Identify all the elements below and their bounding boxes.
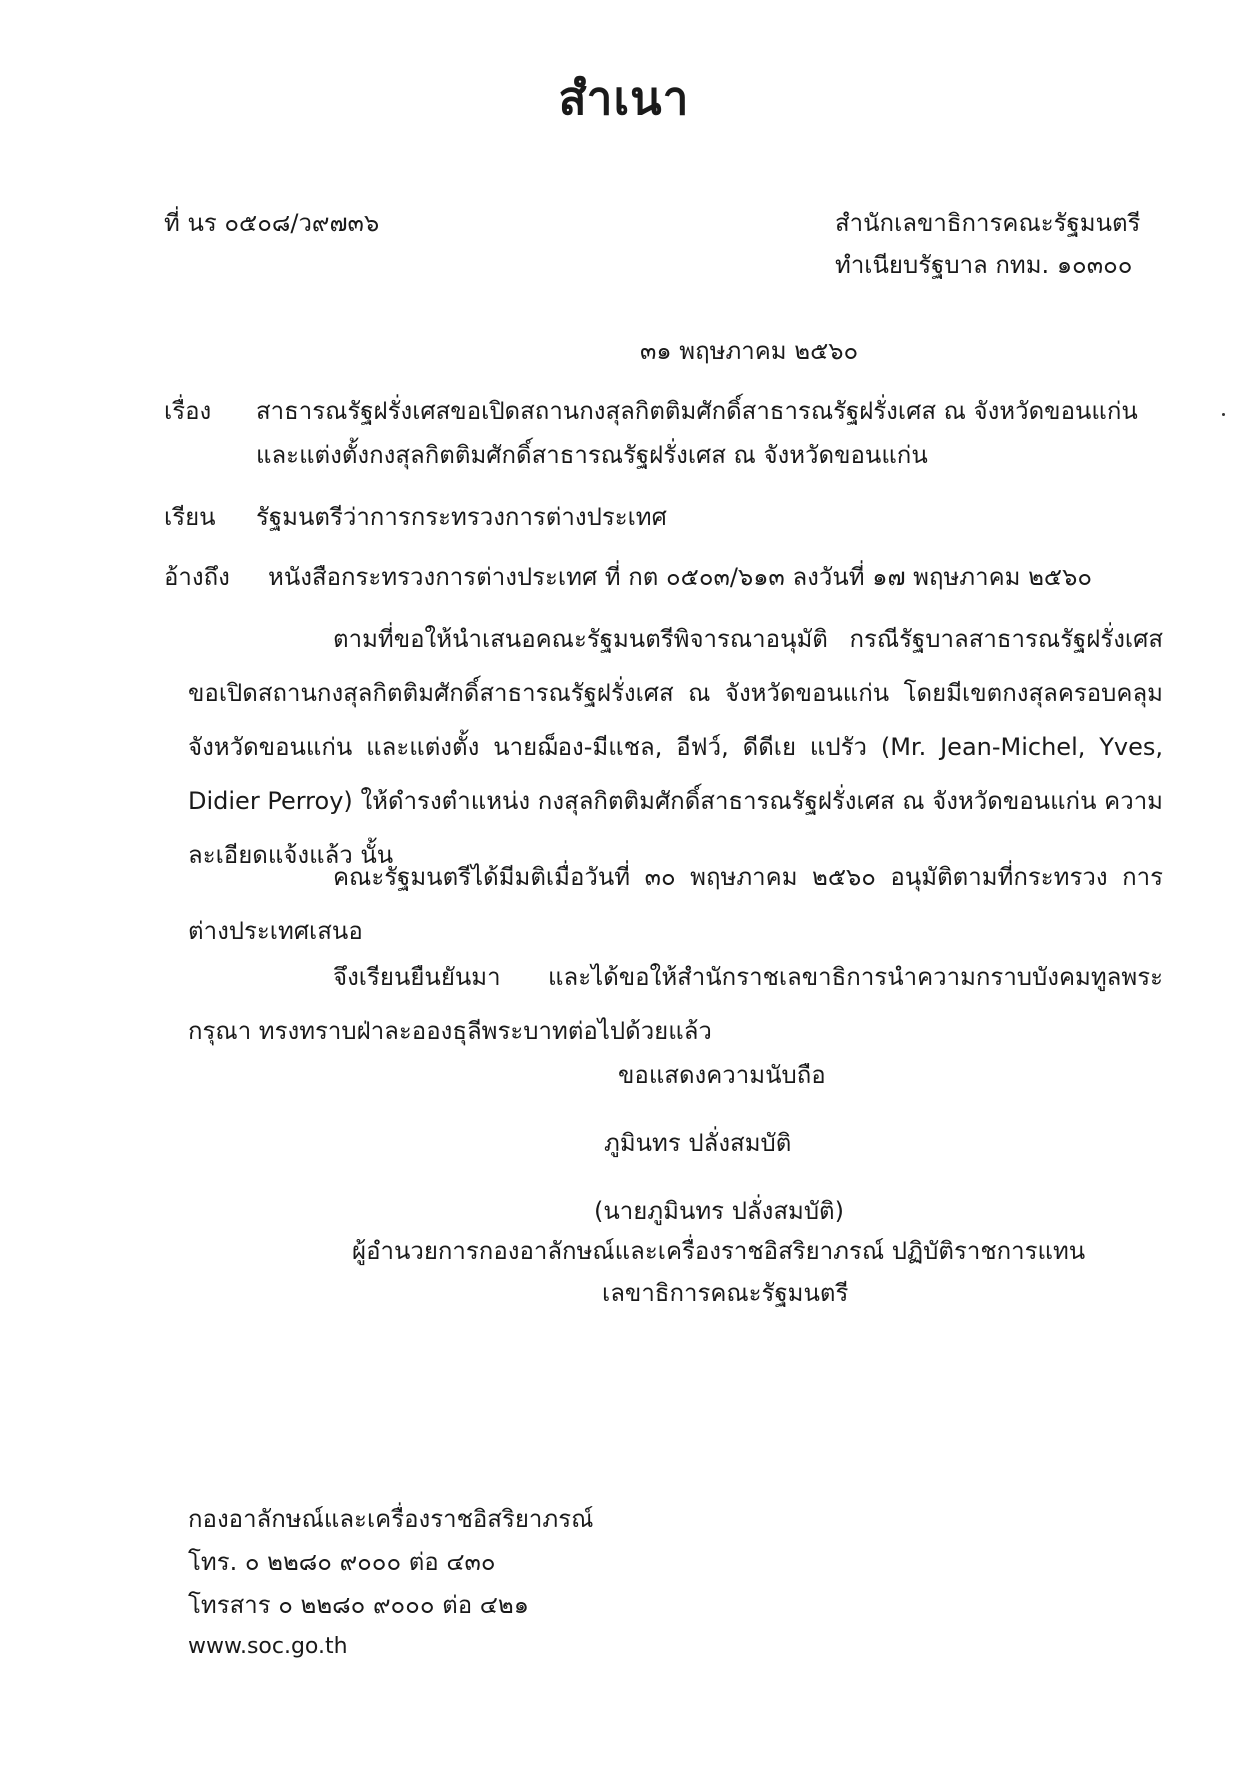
footer-fax: โทรสาร ๐ ๒๒๘๐ ๙๐๐๐ ต่อ ๔๒๑ bbox=[188, 1591, 529, 1619]
addressee-text: รัฐมนตรีว่าการกระทรวงการต่างประเทศ bbox=[256, 503, 667, 531]
scan-speck bbox=[1222, 413, 1225, 416]
body-paragraph-1: ตามที่ขอให้นำเสนอคณะรัฐมนตรีพิจารณาอนุมัติ กรณีรัฐบาลสาธารณรัฐฝรั่งเศส ขอเปิดสถานกงสุลกิตติมศักดิ์สาธารณรัฐฝรั่งเศส ณ จังหวัดขอนแก่น โดยมีเขตกงสุลครอบคลุม จังหวัดขอนแก่น และแต่งตั้ง นายฌ็อง-มีแชล, อีฟว์, ดีดีเย แปรัว (Mr. Jean-Michel, Yves, Didier Perroy) ให้ดำรงตำแหน่ง กงสุลกิตติมศักดิ์สาธารณรัฐฝรั่งเศส ณ จังหวัดขอนแก่น ความละเอียดแจ้งแล้ว นั้น bbox=[188, 625, 1163, 869]
footer-department: กองอาลักษณ์และเครื่องราชอิสริยาภรณ์ bbox=[188, 1505, 594, 1533]
subject-line-2: และแต่งตั้งกงสุลกิตติมศักดิ์สาธารณรัฐฝรั่งเศส ณ จังหวัดขอนแก่น bbox=[256, 441, 928, 469]
office-name: สำนักเลขาธิการคณะรัฐมนตรี bbox=[835, 209, 1141, 237]
subject-label: เรื่อง bbox=[164, 397, 212, 425]
document-title: สำเนา bbox=[558, 71, 690, 125]
subject-line-1: สาธารณรัฐฝรั่งเศสขอเปิดสถานกงสุลกิตติมศักดิ์สาธารณรัฐฝรั่งเศส ณ จังหวัดขอนแก่น bbox=[256, 397, 1138, 425]
footer-website: www.soc.go.th bbox=[188, 1634, 348, 1659]
document-date: ๓๑ พฤษภาคม ๒๕๖๐ bbox=[640, 337, 859, 365]
reference-label: อ้างถึง bbox=[164, 563, 230, 591]
signer-printed-name: (นายภูมินทร ปลั่งสมบัติ) bbox=[594, 1197, 845, 1225]
addressee-label: เรียน bbox=[164, 503, 216, 531]
office-address: ทำเนียบรัฐบาล กทม. ๑๐๓๐๐ bbox=[835, 251, 1133, 279]
closing-salutation: ขอแสดงความนับถือ bbox=[618, 1061, 826, 1089]
reference-number: ที่ นร ๐๕๐๘/ว๙๗๓๖ bbox=[164, 209, 380, 237]
footer-phone: โทร. ๐ ๒๒๘๐ ๙๐๐๐ ต่อ ๔๓๐ bbox=[188, 1548, 496, 1576]
signer-position-line-1: ผู้อำนวยการกองอาลักษณ์และเครื่องราชอิสริยาภรณ์ ปฏิบัติราชการแทน bbox=[352, 1237, 1086, 1265]
reference-text: หนังสือกระทรวงการต่างประเทศ ที่ กต ๐๕๐๓/๖๑๓ ลงวันที่ ๑๗ พฤษภาคม ๒๕๖๐ bbox=[268, 563, 1092, 591]
signature-name: ภูมินทร ปลั่งสมบัติ bbox=[604, 1129, 792, 1157]
signer-position-line-2: เลขาธิการคณะรัฐมนตรี bbox=[602, 1279, 849, 1307]
body-paragraph-3: จึงเรียนยืนยันมา และได้ขอให้สำนักราชเลขาธิการนำความกราบบังคมทูลพระกรุณา ทรงทราบฝ่าละอองธุลีพระบาทต่อไปด้วยแล้ว bbox=[188, 963, 1163, 1045]
body-paragraph-2: คณะรัฐมนตรีได้มีมติเมื่อวันที่ ๓๐ พฤษภาคม ๒๕๖๐ อนุมัติตามที่กระทรวง การต่างประเทศเสนอ bbox=[188, 863, 1163, 945]
